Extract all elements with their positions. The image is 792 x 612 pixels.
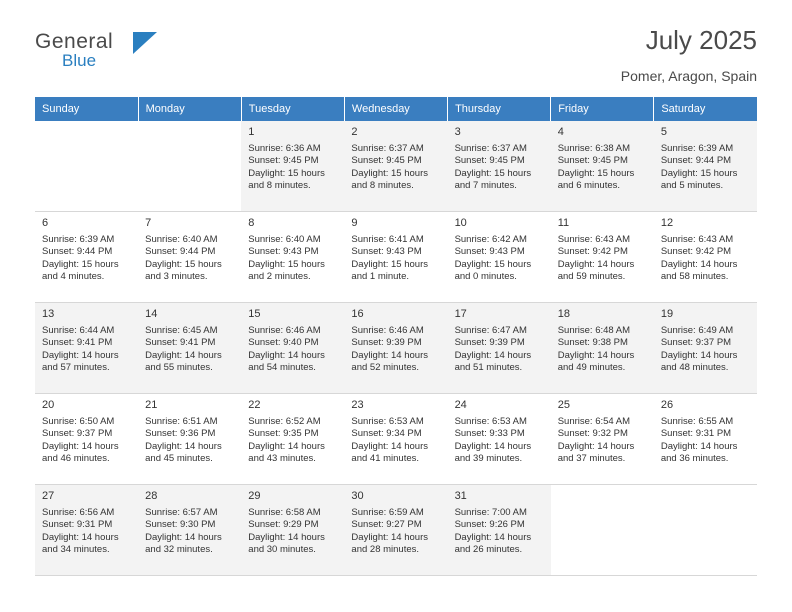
calendar-cell-day	[654, 212, 757, 303]
day-details	[558, 143, 648, 193]
day-detail-line: Sunset: 9:34 PM	[351, 428, 422, 440]
day-detail-line: Sunrise: 6:52 AM	[248, 415, 321, 427]
day-details	[558, 234, 648, 284]
calendar-week-row	[35, 121, 757, 212]
day-detail-line: Sunrise: 6:38 AM	[557, 142, 631, 154]
day-detail-line: and 6 minutes.	[557, 180, 621, 192]
calendar-cell-day	[654, 394, 757, 485]
day-detail-line: Sunrise: 6:50 AM	[42, 415, 115, 427]
day-detail-line: Daylight: 15 hours	[145, 258, 222, 270]
day-detail-line: Sunrise: 6:59 AM	[351, 506, 424, 518]
day-detail-line: Sunrise: 6:39 AM	[660, 142, 734, 154]
day-detail-line: Sunset: 9:36 PM	[145, 428, 216, 440]
day-details	[248, 416, 338, 466]
day-detail-line: and 8 minutes.	[248, 180, 311, 192]
day-detail-line: Sunrise: 6:39 AM	[42, 233, 115, 245]
calendar-cell-day	[551, 394, 654, 485]
day-number: 23	[351, 399, 364, 411]
day-detail-line: Sunrise: 6:37 AM	[351, 142, 424, 154]
calendar-week-row	[35, 303, 757, 394]
day-detail-line: Sunset: 9:44 PM	[660, 155, 732, 167]
calendar-cell-day	[654, 303, 757, 394]
day-detail-line: Daylight: 15 hours	[42, 258, 119, 270]
day-details	[351, 416, 441, 466]
day-detail-line: Sunset: 9:43 PM	[248, 246, 319, 258]
day-detail-line: Sunrise: 6:56 AM	[42, 506, 115, 518]
day-details	[145, 416, 235, 466]
day-details	[145, 234, 235, 284]
day-detail-line: and 52 minutes.	[351, 362, 420, 374]
day-number: 17	[454, 308, 467, 320]
day-detail-line: and 7 minutes.	[454, 180, 517, 192]
day-number: 20	[42, 399, 55, 411]
day-details	[42, 234, 132, 284]
column-header-monday: Monday	[138, 97, 241, 121]
calendar-cell-day	[448, 121, 551, 212]
logo-primary-text: General	[35, 30, 114, 53]
day-detail-line: Sunset: 9:31 PM	[42, 519, 113, 531]
day-detail-line: Sunset: 9:45 PM	[248, 155, 319, 167]
day-details	[351, 507, 441, 557]
day-detail-line: Daylight: 15 hours	[351, 258, 428, 270]
day-detail-line: and 8 minutes.	[351, 180, 414, 192]
day-number: 2	[351, 126, 358, 138]
day-detail-line: Daylight: 14 hours	[145, 531, 222, 543]
calendar-week-row	[35, 394, 757, 485]
day-detail-line: and 28 minutes.	[351, 544, 420, 556]
day-detail-line: and 34 minutes.	[42, 544, 110, 556]
calendar-cell-day	[551, 212, 654, 303]
day-details	[248, 325, 338, 375]
day-details	[145, 507, 235, 557]
day-detail-line: Daylight: 15 hours	[454, 258, 532, 270]
day-number: 21	[145, 399, 158, 411]
day-detail-line: Sunset: 9:39 PM	[351, 337, 422, 349]
day-number: 26	[660, 399, 674, 411]
day-detail-line: Sunrise: 6:55 AM	[660, 415, 734, 427]
calendar-cell-day	[344, 121, 447, 212]
calendar-cell-day	[138, 394, 241, 485]
day-detail-line: Daylight: 14 hours	[557, 349, 635, 361]
day-detail-line: and 41 minutes.	[351, 453, 420, 465]
day-detail-line: and 0 minutes.	[454, 271, 517, 283]
day-detail-line: Sunrise: 6:40 AM	[248, 233, 321, 245]
day-detail-line: Sunset: 9:26 PM	[454, 519, 525, 531]
day-details	[42, 507, 132, 557]
day-detail-line: and 48 minutes.	[660, 362, 729, 374]
brand-logo	[35, 30, 275, 71]
day-detail-line: Daylight: 14 hours	[660, 258, 738, 270]
day-detail-line: Daylight: 14 hours	[454, 531, 532, 543]
day-detail-line: Sunset: 9:38 PM	[557, 337, 628, 349]
location-subtitle: Pomer, Aragon, Spain	[620, 67, 757, 84]
day-detail-line: Sunrise: 6:46 AM	[351, 324, 424, 336]
day-detail-line: Sunset: 9:45 PM	[454, 155, 525, 167]
day-detail-line: Sunrise: 6:54 AM	[557, 415, 631, 427]
day-detail-line: and 30 minutes.	[248, 544, 316, 556]
day-detail-line: Sunset: 9:43 PM	[454, 246, 525, 258]
day-details	[455, 143, 545, 193]
day-details	[661, 416, 751, 466]
day-detail-line: Sunset: 9:39 PM	[454, 337, 525, 349]
day-detail-line: Sunrise: 6:58 AM	[248, 506, 321, 518]
day-detail-line: Sunrise: 6:51 AM	[145, 415, 218, 427]
calendar-cell-day	[35, 212, 138, 303]
day-number: 15	[248, 308, 261, 320]
calendar-cell-day	[448, 485, 551, 576]
day-detail-line: Daylight: 14 hours	[557, 440, 635, 452]
day-detail-line: Daylight: 14 hours	[42, 349, 119, 361]
day-number: 12	[660, 217, 674, 229]
day-detail-line: and 45 minutes.	[145, 453, 213, 465]
calendar-cell-day	[551, 303, 654, 394]
day-detail-line: and 32 minutes.	[145, 544, 213, 556]
day-detail-line: Daylight: 14 hours	[145, 349, 222, 361]
day-details	[351, 325, 441, 375]
calendar-cell-day	[448, 212, 551, 303]
day-details	[558, 416, 648, 466]
calendar-cell-day	[241, 212, 344, 303]
day-details	[42, 416, 132, 466]
day-detail-line: and 36 minutes.	[660, 453, 729, 465]
day-detail-line: Sunset: 9:27 PM	[351, 519, 422, 531]
day-detail-line: Sunset: 9:30 PM	[145, 519, 216, 531]
day-detail-line: Sunset: 9:44 PM	[145, 246, 216, 258]
logo-secondary-text: Blue	[62, 51, 97, 70]
day-number: 31	[454, 490, 467, 502]
day-detail-line: Sunrise: 6:44 AM	[42, 324, 115, 336]
day-detail-line: and 55 minutes.	[145, 362, 213, 374]
day-details	[42, 325, 132, 375]
column-header-thursday: Thursday	[448, 97, 551, 121]
day-detail-line: Daylight: 15 hours	[557, 167, 635, 179]
day-detail-line: Sunrise: 6:46 AM	[248, 324, 321, 336]
title-area	[621, 26, 757, 84]
day-detail-line: Sunset: 9:37 PM	[660, 337, 732, 349]
day-details	[351, 143, 441, 193]
calendar-cell-day	[551, 121, 654, 212]
calendar-cell-empty	[551, 485, 654, 576]
calendar-cell-day	[241, 303, 344, 394]
day-detail-line: Sunset: 9:40 PM	[248, 337, 319, 349]
day-details	[455, 234, 545, 284]
day-number: 7	[145, 217, 152, 229]
day-number: 29	[248, 490, 261, 502]
day-detail-line: Sunrise: 6:36 AM	[248, 142, 321, 154]
day-detail-line: Sunset: 9:41 PM	[42, 337, 113, 349]
day-number: 25	[557, 399, 570, 411]
day-detail-line: and 43 minutes.	[248, 453, 316, 465]
day-details	[248, 234, 338, 284]
calendar-cell-day	[241, 485, 344, 576]
day-number: 4	[557, 126, 564, 138]
day-number: 24	[454, 399, 467, 411]
calendar-header-row	[35, 97, 757, 121]
day-detail-line: Sunrise: 6:49 AM	[660, 324, 734, 336]
day-details	[661, 325, 751, 375]
day-detail-line: and 58 minutes.	[660, 271, 729, 283]
day-detail-line: Sunset: 9:42 PM	[557, 246, 628, 258]
day-details	[661, 234, 751, 284]
calendar-cell-day	[448, 303, 551, 394]
day-detail-line: and 4 minutes.	[42, 271, 105, 283]
calendar-cell-day	[241, 121, 344, 212]
page-title: July 2025	[645, 25, 757, 55]
day-details	[661, 143, 751, 193]
day-number: 28	[145, 490, 158, 502]
day-details	[455, 507, 545, 557]
calendar-cell-day	[344, 485, 447, 576]
day-detail-line: and 39 minutes.	[454, 453, 523, 465]
day-detail-line: Sunrise: 6:57 AM	[145, 506, 218, 518]
day-details	[351, 234, 441, 284]
day-detail-line: and 26 minutes.	[454, 544, 523, 556]
page-header	[35, 0, 757, 84]
calendar-cell-day	[241, 394, 344, 485]
day-number: 1	[248, 126, 255, 138]
day-detail-line: Sunset: 9:43 PM	[351, 246, 422, 258]
calendar-week-row	[35, 212, 757, 303]
calendar-cell-day	[344, 303, 447, 394]
day-detail-line: Daylight: 14 hours	[248, 440, 325, 452]
day-detail-line: Sunset: 9:33 PM	[454, 428, 525, 440]
day-detail-line: Daylight: 14 hours	[248, 531, 325, 543]
day-number: 5	[660, 126, 667, 138]
day-number: 11	[557, 217, 570, 229]
day-number: 18	[557, 308, 570, 320]
day-detail-line: Sunrise: 6:53 AM	[454, 415, 527, 427]
column-header-friday: Friday	[551, 97, 654, 121]
day-detail-line: and 37 minutes.	[557, 453, 626, 465]
column-header-saturday: Saturday	[654, 97, 757, 121]
day-detail-line: Daylight: 15 hours	[454, 167, 532, 179]
day-details	[455, 325, 545, 375]
day-detail-line: Daylight: 15 hours	[351, 167, 428, 179]
day-detail-line: Sunset: 9:42 PM	[660, 246, 732, 258]
day-number: 16	[351, 308, 364, 320]
day-number: 8	[248, 217, 255, 229]
day-detail-line: Sunrise: 6:37 AM	[454, 142, 527, 154]
day-detail-line: Sunset: 9:31 PM	[660, 428, 732, 440]
day-detail-line: Daylight: 14 hours	[42, 531, 119, 543]
day-detail-line: Daylight: 14 hours	[454, 440, 532, 452]
calendar-cell-empty	[138, 121, 241, 212]
day-detail-line: and 54 minutes.	[248, 362, 316, 374]
day-detail-line: Sunset: 9:32 PM	[557, 428, 628, 440]
day-detail-line: Sunrise: 7:00 AM	[454, 506, 527, 518]
calendar-cell-day	[35, 485, 138, 576]
calendar-cell-day	[35, 303, 138, 394]
calendar-cell-day	[138, 303, 241, 394]
calendar-body	[35, 121, 757, 576]
day-number: 27	[42, 490, 55, 502]
day-details	[558, 325, 648, 375]
day-details	[248, 507, 338, 557]
day-detail-line: Daylight: 14 hours	[351, 349, 428, 361]
day-detail-line: Sunrise: 6:47 AM	[454, 324, 527, 336]
day-detail-line: Sunset: 9:44 PM	[42, 246, 113, 258]
calendar-cell-day	[138, 485, 241, 576]
day-details	[145, 325, 235, 375]
day-detail-line: Daylight: 14 hours	[660, 349, 738, 361]
day-detail-line: Sunrise: 6:53 AM	[351, 415, 424, 427]
day-detail-line: and 59 minutes.	[557, 271, 626, 283]
day-detail-line: and 57 minutes.	[42, 362, 110, 374]
calendar-cell-empty	[654, 485, 757, 576]
day-detail-line: and 5 minutes.	[660, 180, 724, 192]
day-detail-line: Daylight: 14 hours	[454, 349, 532, 361]
day-detail-line: Sunset: 9:41 PM	[145, 337, 216, 349]
day-detail-line: and 49 minutes.	[557, 362, 626, 374]
day-detail-line: Daylight: 15 hours	[248, 167, 325, 179]
day-number: 10	[454, 217, 467, 229]
day-detail-line: Sunrise: 6:43 AM	[557, 233, 631, 245]
day-detail-line: Daylight: 15 hours	[248, 258, 325, 270]
day-detail-line: Sunrise: 6:43 AM	[660, 233, 734, 245]
day-detail-line: Sunrise: 6:41 AM	[351, 233, 424, 245]
day-detail-line: Daylight: 15 hours	[660, 167, 738, 179]
day-details	[455, 416, 545, 466]
day-number: 3	[454, 126, 461, 138]
calendar-cell-day	[344, 394, 447, 485]
day-detail-line: Sunset: 9:45 PM	[351, 155, 422, 167]
column-header-wednesday: Wednesday	[344, 97, 447, 121]
day-detail-line: Daylight: 14 hours	[248, 349, 325, 361]
day-detail-line: Sunrise: 6:40 AM	[145, 233, 218, 245]
day-number: 14	[145, 308, 158, 320]
column-header-tuesday: Tuesday	[241, 97, 344, 121]
day-detail-line: and 1 minute.	[351, 271, 409, 283]
day-detail-line: Sunrise: 6:48 AM	[557, 324, 631, 336]
day-number: 9	[351, 217, 358, 229]
day-number: 30	[351, 490, 364, 502]
day-detail-line: Daylight: 14 hours	[351, 440, 428, 452]
day-detail-line: and 46 minutes.	[42, 453, 110, 465]
calendar-cell-day	[35, 394, 138, 485]
day-detail-line: Daylight: 14 hours	[351, 531, 428, 543]
day-detail-line: Daylight: 14 hours	[557, 258, 635, 270]
day-detail-line: Sunset: 9:37 PM	[42, 428, 113, 440]
day-number: 19	[660, 308, 674, 320]
calendar-cell-day	[138, 212, 241, 303]
day-number: 13	[42, 308, 55, 320]
day-number: 6	[42, 217, 49, 229]
calendar-cell-day	[448, 394, 551, 485]
day-details	[248, 143, 338, 193]
day-detail-line: Daylight: 14 hours	[660, 440, 738, 452]
calendar-week-row	[35, 485, 757, 576]
day-detail-line: Daylight: 14 hours	[42, 440, 119, 452]
day-detail-line: and 51 minutes.	[454, 362, 523, 374]
day-detail-line: Sunset: 9:29 PM	[248, 519, 319, 531]
calendar-cell-empty	[35, 121, 138, 212]
blue-flag-icon	[133, 32, 157, 54]
calendar-cell-day	[654, 121, 757, 212]
calendar-cell-day	[344, 212, 447, 303]
calendar-table	[35, 97, 757, 576]
day-detail-line: Sunset: 9:45 PM	[557, 155, 628, 167]
day-detail-line: and 2 minutes.	[248, 271, 311, 283]
day-detail-line: and 3 minutes.	[145, 271, 208, 283]
day-detail-line: Sunset: 9:35 PM	[248, 428, 319, 440]
column-header-sunday: Sunday	[35, 97, 138, 121]
day-number: 22	[248, 399, 261, 411]
day-detail-line: Sunrise: 6:42 AM	[454, 233, 527, 245]
day-detail-line: Sunrise: 6:45 AM	[145, 324, 218, 336]
day-detail-line: Daylight: 14 hours	[145, 440, 222, 452]
